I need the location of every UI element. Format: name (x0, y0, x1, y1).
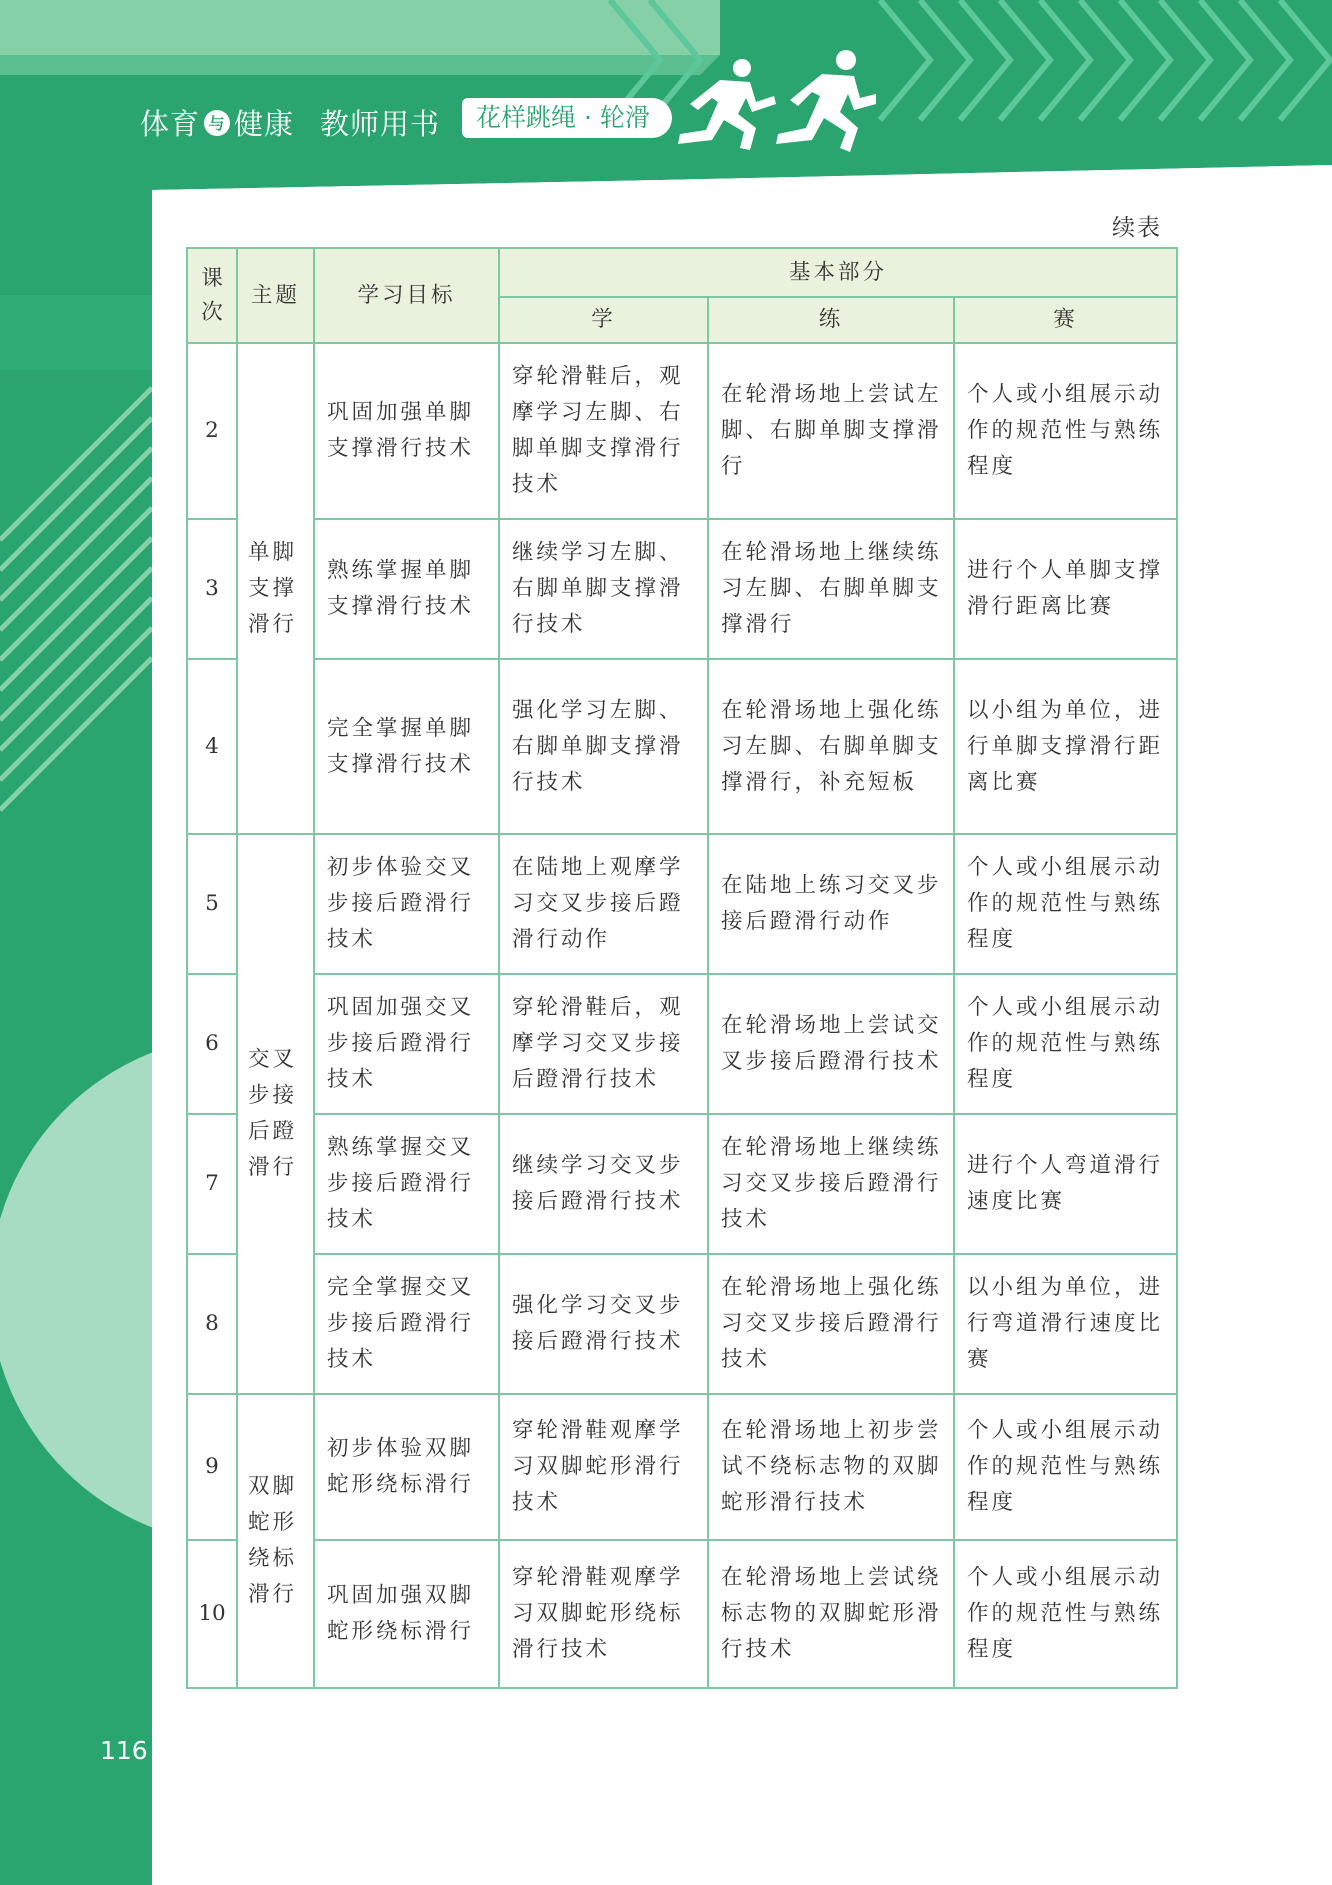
header-topic: 主题 (237, 248, 314, 343)
topic-cell: 单脚支撑滑行 (237, 343, 314, 834)
compete-cell: 个人或小组展示动作的规范性与熟练程度 (954, 343, 1177, 519)
learn-cell: 继续学习左脚、右脚单脚支撑滑行技术 (499, 519, 708, 659)
lesson-number: 9 (187, 1394, 237, 1540)
compete-cell: 进行个人单脚支撑滑行距离比赛 (954, 519, 1177, 659)
table-row (187, 1114, 1177, 1254)
compete-cell: 个人或小组展示动作的规范性与熟练程度 (954, 1394, 1177, 1540)
runner-icon (672, 58, 782, 158)
goal-cell: 初步体验交叉步接后蹬滑行技术 (314, 834, 499, 974)
table-row (187, 659, 1177, 834)
lesson-number: 8 (187, 1254, 237, 1394)
continued-label: 续表 (1112, 215, 1162, 241)
learn-cell: 在陆地上观摩学习交叉步接后蹬滑行动作 (499, 834, 708, 974)
compete-cell: 进行个人弯道滑行速度比赛 (954, 1114, 1177, 1254)
lesson-number: 3 (187, 519, 237, 659)
header-practice: 练 (708, 297, 954, 343)
compete-cell: 个人或小组展示动作的规范性与熟练程度 (954, 1540, 1177, 1688)
header-title-health: 健康 (234, 107, 295, 141)
header-title (140, 102, 440, 143)
header-goal: 学习目标 (314, 248, 499, 343)
practice-cell: 在陆地上练习交叉步接后蹬滑行动作 (708, 834, 954, 974)
table-row (187, 1254, 1177, 1394)
goal-cell: 熟练掌握单脚支撑滑行技术 (314, 519, 499, 659)
compete-cell: 以小组为单位，进行弯道滑行速度比赛 (954, 1254, 1177, 1394)
compete-cell: 以小组为单位，进行单脚支撑滑行距离比赛 (954, 659, 1177, 834)
goal-cell: 巩固加强交叉步接后蹬滑行技术 (314, 974, 499, 1114)
compete-cell: 个人或小组展示动作的规范性与熟练程度 (954, 834, 1177, 974)
learn-cell: 强化学习交叉步接后蹬滑行技术 (499, 1254, 708, 1394)
learn-cell: 穿轮滑鞋后，观摩学习交叉步接后蹬滑行技术 (499, 974, 708, 1114)
learn-cell: 继续学习交叉步接后蹬滑行技术 (499, 1114, 708, 1254)
practice-cell: 在轮滑场地上强化练习交叉步接后蹬滑行技术 (708, 1254, 954, 1394)
table-row (187, 834, 1177, 974)
header-title-book: 教师用书 (320, 107, 441, 141)
learn-cell: 穿轮滑鞋观摩学习双脚蛇形滑行技术 (499, 1394, 708, 1540)
compete-cell: 个人或小组展示动作的规范性与熟练程度 (954, 974, 1177, 1114)
header-lesson: 课次 (187, 248, 237, 343)
lesson-number: 7 (187, 1114, 237, 1254)
goal-cell: 初步体验双脚蛇形绕标滑行 (314, 1394, 499, 1540)
table-row (187, 519, 1177, 659)
topic-cell: 交叉步接后蹬滑行 (237, 834, 314, 1394)
lesson-plan-table (186, 247, 1178, 1689)
goal-cell: 巩固加强双脚蛇形绕标滑行 (314, 1540, 499, 1688)
table-row (187, 343, 1177, 519)
practice-cell: 在轮滑场地上继续练习交叉步接后蹬滑行技术 (708, 1114, 954, 1254)
practice-cell: 在轮滑场地上尝试绕标志物的双脚蛇形滑行技术 (708, 1540, 954, 1688)
header-basic-part: 基本部分 (499, 248, 1177, 297)
table-row (187, 974, 1177, 1114)
practice-cell: 在轮滑场地上尝试交叉步接后蹬滑行技术 (708, 974, 954, 1114)
practice-cell: 在轮滑场地上强化练习左脚、右脚单脚支撑滑行，补充短板 (708, 659, 954, 834)
header-band-light (0, 0, 720, 55)
learn-cell: 强化学习左脚、右脚单脚支撑滑行技术 (499, 659, 708, 834)
practice-cell: 在轮滑场地上继续练习左脚、右脚单脚支撑滑行 (708, 519, 954, 659)
goal-cell: 巩固加强单脚支撑滑行技术 (314, 343, 499, 519)
page-number: 116 (100, 1736, 148, 1765)
header-chapter-pill: 花样跳绳 · 轮滑 (462, 98, 672, 138)
table-row (187, 1394, 1177, 1540)
header-title-yu-badge: 与 (204, 110, 230, 136)
runner-icon (768, 48, 878, 158)
practice-cell: 在轮滑场地上尝试左脚、右脚单脚支撑滑行 (708, 343, 954, 519)
lesson-number: 4 (187, 659, 237, 834)
topic-cell: 双脚蛇形绕标滑行 (237, 1394, 314, 1688)
header-stripe (0, 55, 720, 75)
learn-cell: 穿轮滑鞋观摩学习双脚蛇形绕标滑行技术 (499, 1540, 708, 1688)
goal-cell: 熟练掌握交叉步接后蹬滑行技术 (314, 1114, 499, 1254)
header-title-subject: 体育 (140, 107, 201, 141)
lesson-number: 6 (187, 974, 237, 1114)
goal-cell: 完全掌握交叉步接后蹬滑行技术 (314, 1254, 499, 1394)
learn-cell: 穿轮滑鞋后，观摩学习左脚、右脚单脚支撑滑行技术 (499, 343, 708, 519)
header-compete: 赛 (954, 297, 1177, 343)
lesson-number: 2 (187, 343, 237, 519)
practice-cell: 在轮滑场地上初步尝试不绕标志物的双脚蛇形滑行技术 (708, 1394, 954, 1540)
lesson-number: 10 (187, 1540, 237, 1688)
header-learn: 学 (499, 297, 708, 343)
table-row (187, 1540, 1177, 1688)
goal-cell: 完全掌握单脚支撑滑行技术 (314, 659, 499, 834)
lesson-number: 5 (187, 834, 237, 974)
